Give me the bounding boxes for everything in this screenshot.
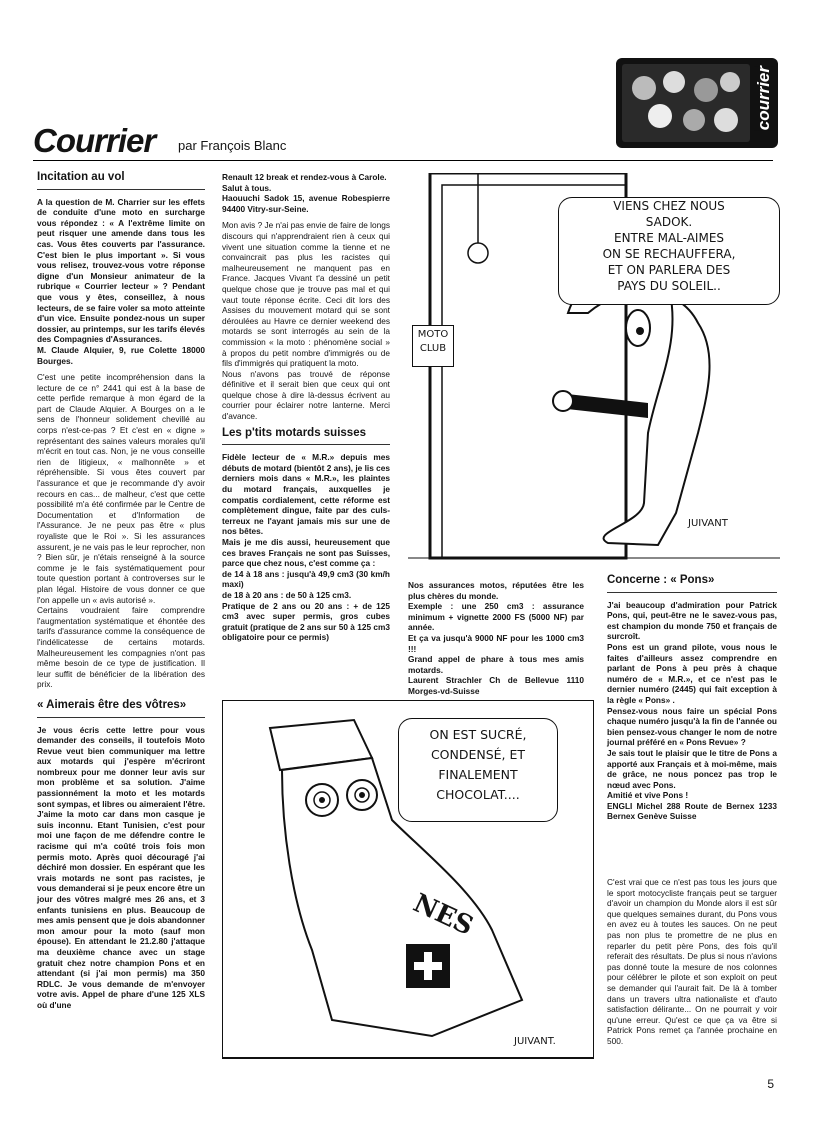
column-3 <box>408 580 584 703</box>
letter-strachler: Nos assurances motos, réputées être les plus chères du monde. Exemple : une 250 cm3 : assurance minimum + vignette 2000 FS (5000 NF) par année. Et ça va jusqu'à 9000 NF pour les 1000 cm3 !!! Grand appel de phare à tous mes amis motards. Laurent Strachler Ch de Bellevue 1110 Morges-vd-Suisse <box>408 580 584 696</box>
reply-alquier: C'est une petite incompréhension dans la lecture de ce n° 2441 qui est à la base de cette perfide remarque à mon égard de la part de Claude Alquier. A Bourges on a le sens de l'honneur solidement chevillé au corps n'est-ce-pas ? Et c'est en « digne » représentant des saines valeurs morales qu'il m'écrit en tout cas. Non, je ne vous conseille rien de litigieux, « malhonnête » et répréhensible. Si vous êtes couvert par l'assurance et que je recommande d'y avoir recours en cas... de malheur, c'est que cette possibilité m'a été confirmée par le Centre de Documentation et d'Information de l'Assurance. Je ne peux pas être « plus royaliste que le Roi ». Si les assurances assurent, je ne vais pas le leur reprocher, non ? Bien sûr, je n'étais renseigné à la source comme je le fais systématiquement pour toute question portant à controverses sur le plan légal. Histoire de vous donner ce que l'on appelle un « avis autorisé ». Certains voudraient faire comprendre l'augmentation systématique et éhontée des tarifs d'assurance comme la conséquence de l'indélicatesse de certains motards. Malheureusement les compagnies n'ont pas même besoin de ce type de justification. Il leur suffit de bénéficier de la libération des prix. <box>37 372 205 690</box>
reply-pons: C'est vrai que ce n'est pas tous les jours que le sport motocycliste français peut se targuer d'avoir un champion du Monde alors il est sûr que quelques semaines durant, du Pons vous en avez eu à toutes les sauces. On ne peut pas non plus te promettre de ne plus en reparler du petit père Pons, des fois qu'il referait des résultats. De plus si nous n'avions pas donné toute la mesure de nos colonnes pour célébrer le pilote et son exploit on peut se demander qui l'aurait fait. De là à tomber dans un travers ultra nationaliste et d'auto satisfaction délirante... On ne pourrait y voir qu'une erreur. Qu'est ce que ça va être si Patrick Pons remet ça l'année prochaine en 500. <box>607 877 777 1046</box>
letter-suisses: Fidèle lecteur de « M.R.» depuis mes débuts de motard (bientôt 2 ans), je lis ces derniers mois dans « M.R.», les plaintes du motard français, auxquelles je compatis cordialement, cette réforme est complètement dingue, faite par des culs-terreux ne l'ayant jamais mis sur une de nos bêtes. Mais je me dis aussi, heureusement que ces braves Français ne sont pas Suisses, parce que chez nous, c'est comme ça : de 14 à 18 ans : jusqu'à 49,9 cm3 (30 km/h maxi) de 18 à 20 ans : de 50 à 125 cm3. Pratique de 2 ans ou 20 ans : + de 125 cm3 avec super permis, gros cubes gratuit (pratique de 2 ans sur 50 à 125 cm3 obligatoire pour ce permis) <box>222 452 390 643</box>
column-4 <box>607 575 777 828</box>
heading-rule <box>222 444 390 445</box>
logo-photo <box>622 64 750 142</box>
heading-rule <box>607 592 777 593</box>
artist-signature: JUIVANT. <box>514 1036 556 1047</box>
page-number: 5 <box>767 1077 774 1091</box>
heading-incitation: Incitation au vol <box>37 171 125 183</box>
letter-pons: J'ai beaucoup d'admiration pour Patrick Pons, qui, peut-être ne le savez-vous pas, est champion du monde 750 et français de surcroît. Pons est un grand pilote, vous nous le faites d'ailleurs assez comprendre en parlant de Pons à peu près à chaque numéro de « M.R.», et ce n'est pas le dernier numéro (2445) qui fait exception à la règle « Pons» . Pensez-vous nous faire un spécial Pons chaque numéro jusqu'à la fin de l'année ou bien pensez-vous changer le nom de notre journal préféré en « Pons Revue» ? Je sais tout le plaisir que le titre de Pons a apporté aux Français et à moi-même, mais de grâce, ne nous poncez pas trop le nœud avec Pons. Amitié et vive Pons ! ENGLI Michel 288 Route de Bernex 1233 Bernex Genève Suisse <box>607 599 777 822</box>
heading-aimerais: « Aimerais être des vôtres» <box>37 698 187 711</box>
reply-pons-column <box>607 877 777 1053</box>
column-1 <box>37 172 205 1017</box>
reply-sadok: Mon avis ? Je n'ai pas envie de faire de longs discours qui n'apprendraient rien à ceux qui vivent une situation comme la tienne et ne convaincrait pas plus les racistes qui malheureusement ne manquent pas en France. Jacques Vivant t'a dessiné un petit quelque chose que je trouve pas mal et qui vaut toute réponse écrite. Ceci dit lors des Assises du mouvement motard qui se sont déroulées au Havre ce dernier weekend des motards se sont interrogés au sein de la commission « la moto : phénomène social » à propos du petit nombre d'immigrés ou de fils d'immigrés qui pratiquent la moto. Nous n'avons pas trouvé de réponse définitive et il serait bien que ceux qui ont quelque chose à dire là-dessus écrivent au courrier pour éclairer notre lanterne. Merci d'avance. <box>222 220 390 422</box>
page-title: Courrier <box>33 122 156 159</box>
cartoon-nes-tube <box>222 700 594 1060</box>
speech-bubble: VIENS CHEZ NOUS SADOK. ENTRE MAL-AIMES ON SE RECHAUFFERA, ET ON PARLERA DES PAYS DU SOLEIL.. <box>558 197 780 305</box>
door-sign: MOTO CLUB <box>412 325 454 367</box>
letter-sadok: Je vous écris cette lettre pour vous demander des conseils, il toutefois Moto Revue veut bien communiquer ma lettre aux motards qui j'espère m'écriront nombreux pour me donner leur avis sur mon problème et sa solution. J'aime passionnément la moto et les motards sont sympas, et libres ou aimeraient l'être. J'aime la moto car dans mon casque je suis inconnu. Etant Tunisien, c'est pour moi une façon de me défendre contre le racisme qui m'a coûté trois fois mon permis moto. Après quoi découragé j'ai déchiré mon dossier. En espérant que les vrais motards ne sont pas racistes, je vous demanderai si je peux encore être un jour des vôtres malgré mes 26 ans, et 3 enfants tunisiens en plus. Beaucoup de mes amis pensent que je dois abandonner mon amour pour la moto (sauf mon épouse). En attendant le 21.2.80 j'attaque ma deuxième chance avec un stage gratuit chez notre champion Pons et en attendant (si j'ai mon permis) ma 350 RDLC. Je vous demande de m'envoyer votre avis. Appel de phare d'une 125 XLS où d'une <box>37 724 205 1010</box>
logo-word: courrier <box>754 66 773 131</box>
column-2 <box>222 172 390 649</box>
letter-alquier: A la question de M. Charrier sur les effets de conduite d'une moto en surcharge vous répondez : « A l'extrême limite on peut risquer une amende dans tous les cas. Vous êtes couverts par l'assurance. C'est bien le plus important ». Si vous vous relisez, trouvez-vous votre réponse digne d'un Monsieur animateur de la rubrique « Courrier lecteur » ? Pendant que vous y êtes, conseillez, à nous lecteurs, de se faire voler sa moto atteinte d'un vice. Ensuite pondez-nous un super dossier, au printemps, sur les tarifs élevés des Compagnies d'Assurances. M. Claude Alquier, 9, rue Colette 18000 Bourges. <box>37 196 205 366</box>
heading-rule <box>37 189 205 190</box>
courrier-logo <box>616 58 778 148</box>
artist-signature: JUIVANT <box>688 518 728 529</box>
byline: par François Blanc <box>178 138 287 153</box>
speech-bubble-tube: ON EST SUCRÉ, CONDENSÉ, ET FINALEMENT CHOCOLAT.... <box>398 718 558 822</box>
header-rule <box>33 160 773 161</box>
letter-sadok-end: Renault 12 break et rendez-vous à Carole. Salut à tous. Haouuchi Sadok 15, avenue Robespierre 94400 Vitry-sur-Seine. <box>222 172 390 214</box>
tube-label: NES <box>408 888 478 942</box>
heading-pons: Concerne : « Pons» <box>607 574 715 586</box>
heading-rule <box>37 717 205 718</box>
heading-suisses: Les p'tits motards suisses <box>222 426 366 439</box>
cartoon-moto-club <box>408 173 780 563</box>
